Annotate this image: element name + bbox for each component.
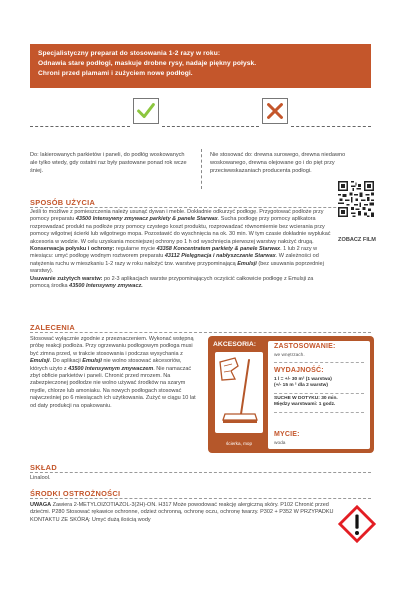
panel-rule-3 — [274, 412, 364, 413]
watch-film-label: ZOBACZ FILM — [338, 237, 376, 243]
cross-icon — [262, 98, 288, 124]
usage-p1-b: . Sucha podłogę przy pomocy aplikatora rozprowadzać produkt na podłoże przy pomocy czystego koszt produktu, rozprowadzać równomiernie bez wcierania przy pomocy wilgotnej ścierki lub wilgotnego mopa. Pozostawić do wyschnięcia na ok. 30 min. W tym czasie dokładnie wypłukać akcesoria w wodzie. W celu uzyskania mocniejszej ochrony po 1 h od wyschnięcia pierwszej warstwy nałożyć drugą. — [30, 216, 331, 245]
check-icon — [133, 98, 159, 124]
usage-p2-b: . 1 lub 2 razy w miesiącu: umyć podłogę wodnym roztworem preparatu — [30, 246, 318, 260]
usage-p2-product-2: 43112 Pielęgnacja i nabłyszczanie Starwax — [164, 253, 276, 260]
rec-product: 43500 Intensywnym zmywaczem — [68, 365, 154, 372]
divider-line-left — [30, 126, 130, 127]
section-rule-recommendations — [30, 332, 371, 333]
banner-line-1: Specjalistyczny preparat do stosowania 1-2 razy w roku: — [38, 50, 221, 57]
usage-p2-product-3: Emulsji — [237, 260, 257, 267]
precautions-body: Zawiera 2-METYLOIZOTIAZOL-3(2H)-ON. H317 Może powodować reakcję alergiczną skóry. P102 Chronić przed dziećmi. P280 Stosować rękawice ochronne, odzież ochronną, ochronę oczu, ochronę twarzy. P302 + P352 W PRZYPADKU KONTAKTU ZE SKÓRĄ: Umyć dużą ilością wody — [30, 502, 334, 523]
cloth-icon — [220, 358, 238, 380]
usage-p1-a: Jeśli to możliwe z pomieszczenia należy usunąć dywan i meble. Dokładnie odkurzyć podłogę. Przygotować podłoże przy pomocy preparatu — [30, 209, 324, 223]
rec-text-d: . Nie namaczać zbyt obficie parkietów i paneli. Chronić przed mrozem. Na zabezpieczonej podłodze nie wolno używać środków na szarym mydle, chlorze lub amoniaku. Na nowych podłogach stosować najwcześniej po 6 miesiącach ich użytkowania. Zużyć w ciągu 10 lat od daty produkcji na opakowaniu. — [30, 365, 196, 409]
panel-rule-1 — [274, 362, 364, 363]
rec-emulsji-1: Emulsji — [30, 358, 50, 365]
usage-area-title: ZASTOSOWANIE: — [274, 343, 336, 350]
coverage-line-1: 1 l = +/- 30 m² (1 warstwa) — [274, 377, 332, 382]
divider-line-right — [291, 126, 371, 127]
usage-area-text: we wnętrzach. — [274, 353, 305, 358]
coverage-text — [274, 377, 332, 390]
section-title-precautions: ŚRODKI OSTROŻNOŚCI — [30, 489, 121, 498]
rec-text-c: nie wolno stosować akcesoriów, których użyto z — [30, 358, 182, 372]
recoat-value: 1 godz. — [318, 402, 336, 408]
not-suitable-for-text: Nie stosować do: drewna surowego, drewna niedawno woskowanego, drewna olejowane go i do pięt przy przeciwwskazaniach producenta podłogi. — [210, 152, 346, 174]
usage-p2-a: regularne mycie — [115, 246, 156, 253]
coverage-line-2: (+/- 15 m ² dla 2 warstw) — [274, 383, 328, 389]
cleaning-text: woda — [274, 441, 286, 446]
section-rule-precautions — [30, 498, 371, 499]
usage-p2-d: (bez usuwania poprzedniej warstwy). — [30, 260, 324, 275]
rec-text-b: . Do aplikacji — [49, 358, 81, 365]
suitability-divider — [30, 98, 371, 142]
column-separator — [201, 149, 202, 189]
dry-touch-label: SUCHE W DOTYKU: — [274, 396, 320, 401]
mop-handle-icon — [241, 360, 249, 414]
section-rule-composition — [30, 472, 371, 473]
accessories-caption: ścierka, mop — [225, 441, 253, 446]
drying-text — [274, 396, 338, 409]
usage-p3-label: Usuwanie zużytych warstw: — [30, 275, 103, 282]
usage-p2-product-1: 43358 Koncentratem parkiety & panele Starwax — [156, 246, 281, 253]
panel-rule-2 — [274, 393, 364, 394]
usage-text — [30, 209, 333, 290]
usage-p2-c: . W zależności od natężenia ruchu w mieszkaniu 1-2 razy w roku nałożyć tzw. warstwę przypominającą — [30, 253, 319, 267]
suitability-columns — [30, 151, 371, 191]
divider-line-middle — [162, 126, 259, 127]
section-title-recommendations: ZALECENIA — [30, 323, 75, 332]
coverage-title: WYDAJNOŚĆ: — [274, 367, 324, 374]
cloth-mop-illustration — [215, 352, 263, 433]
banner-line-3: Chroni przed plamami i zużyciem nowe podłogi. — [38, 70, 193, 77]
section-title-usage: SPOSÓB UŻYCIA — [30, 198, 96, 207]
usage-p3-product: 43500 Intensywny zmywacz. — [69, 283, 143, 290]
banner-line-2: Odnawia stare podłogi, maskuje drobne rysy, nadaje piękny połysk. — [38, 60, 257, 67]
cleaning-title: MYCIE: — [274, 431, 300, 438]
section-title-composition: SKŁAD — [30, 463, 57, 472]
precautions-text — [30, 502, 335, 524]
suitable-for-text: Do: lakierowanych parkietów i paneli, do podłóg woskowanych ale tylko wtedy, gdy ostatni raz były pastowane ponad rok wcze śniej. — [30, 152, 187, 174]
recommendations-text — [30, 336, 200, 410]
section-rule-usage — [30, 207, 371, 208]
mop-head-icon — [223, 414, 257, 420]
usage-p3-a: po 2-3 aplikacjach warstw przypominających oczyścić całkowicie podłogę z Emulsji za pomocą środka — [30, 275, 314, 290]
usage-p1-product: 43500 Intensywny zmywacz parkiety & panele Starwax — [75, 216, 218, 223]
dry-touch-value: 30 min. — [321, 396, 338, 401]
warning-label: UWAGA — [30, 502, 52, 508]
accessories-title: AKCESORIA: — [213, 341, 257, 348]
recoat-label: Między warstwami: — [274, 402, 318, 408]
composition-text: Linalool. — [30, 475, 51, 481]
qr-code-icon[interactable] — [338, 181, 374, 217]
rec-text-a: Stosować wyłącznie zgodnie z przeznaczeniem. Wykonać wstępną próbę reakcji podłoża. Przy ogrzewaniu podłogowym podłoga musi być zimna przed, w trakcie stosowania i podczas wysychania z — [30, 336, 194, 357]
usage-p2-label: Konserwacja połysku i ochrony: — [30, 246, 115, 253]
headline-banner — [30, 44, 371, 88]
rec-emulsji-2: Emulsji — [82, 358, 102, 365]
hazard-exclamation-icon — [338, 505, 376, 543]
